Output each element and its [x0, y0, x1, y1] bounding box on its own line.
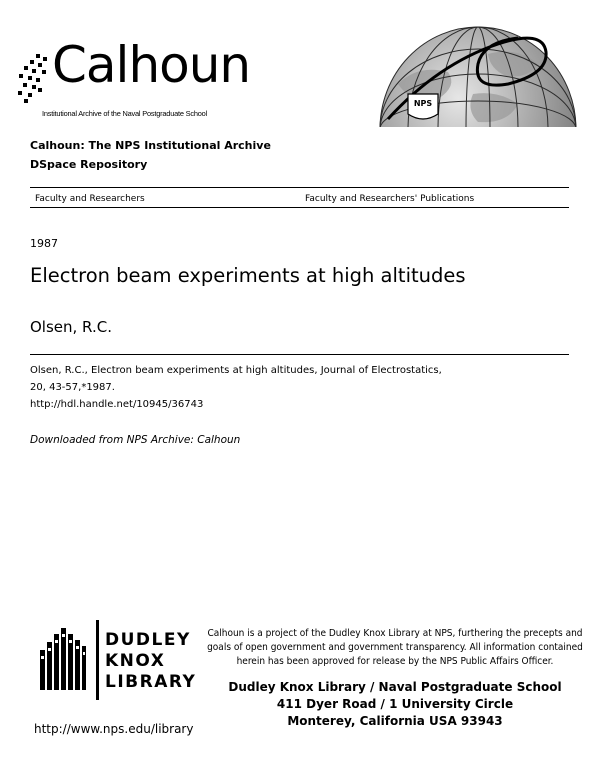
- organ-pipes-icon: [38, 620, 90, 696]
- library-url-link[interactable]: http://www.nps.edu/library: [34, 722, 194, 736]
- footer-address-line: Monterey, California USA 93943: [287, 714, 503, 728]
- archive-name: Calhoun: The NPS Institutional Archive: [30, 139, 271, 152]
- footer-address-line: Dudley Knox Library / Naval Postgraduate School: [228, 680, 562, 694]
- downloaded-note: Downloaded from NPS Archive: Calhoun: [30, 434, 241, 446]
- logo-wordmark: Calhoun: [52, 36, 251, 94]
- calhoun-logo: [16, 36, 251, 123]
- nps-seal-icon: [408, 94, 438, 119]
- svg-text:NPS: NPS: [413, 99, 433, 108]
- dudley-knox-logo: [38, 620, 197, 700]
- divider: [30, 187, 569, 188]
- divider: [30, 354, 569, 355]
- footer-address-line: 411 Dyer Road / 1 University Circle: [276, 697, 514, 711]
- logo-divider-bar: [96, 620, 99, 700]
- document-author: Olsen, R.C.: [30, 318, 112, 336]
- logo-word-dudley: DUDLEY: [105, 630, 191, 650]
- handle-link[interactable]: http://hdl.handle.net/10945/36743: [30, 399, 204, 410]
- citation-line: Olsen, R.C., Electron beam experiments at high altitudes, Journal of Electrostatics,: [30, 365, 442, 376]
- citation-line: 20, 43-57,*1987.: [30, 382, 115, 393]
- publication-year: 1987: [30, 237, 58, 250]
- breadcrumb-subcollection-link[interactable]: Faculty and Researchers' Publications: [305, 194, 475, 204]
- document-title: Electron beam experiments at high altitudes: [30, 264, 466, 287]
- breadcrumb-collection-link[interactable]: Faculty and Researchers: [35, 194, 145, 204]
- globe-graphic: [378, 24, 578, 127]
- repository-name: DSpace Repository: [30, 158, 148, 171]
- footer-blurb-line: herein has been approved for release by the NPS Public Affairs Officer.: [236, 656, 554, 667]
- logo-tagline: Institutional Archive of the Naval Postgraduate School: [42, 109, 208, 118]
- logo-word-knox: KNOX: [105, 651, 166, 671]
- footer-blurb-line: goals of open government and government transparency. All information contained: [207, 642, 583, 653]
- divider: [30, 207, 569, 208]
- logo-word-library: LIBRARY: [105, 672, 197, 692]
- footer-blurb-line: Calhoun is a project of the Dudley Knox Library at NPS, furthering the precepts and: [207, 628, 583, 639]
